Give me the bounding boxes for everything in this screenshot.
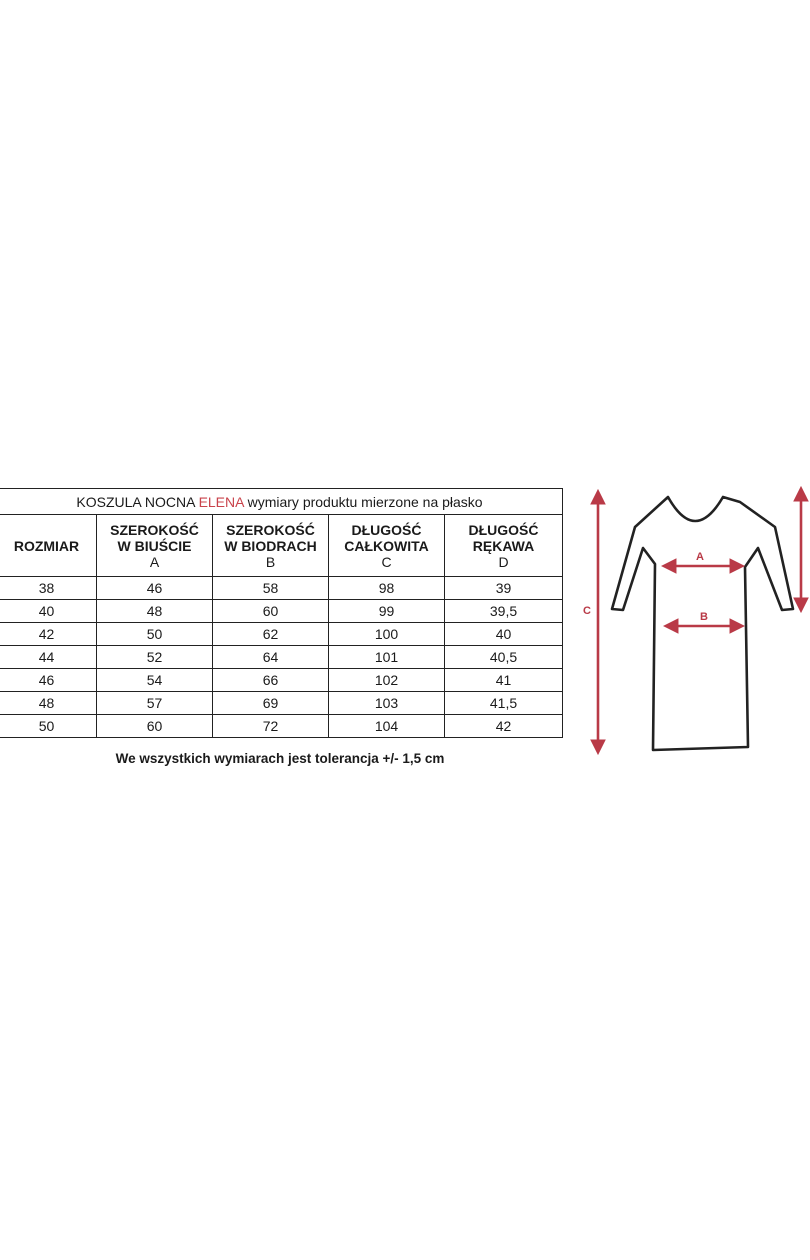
label-c: C — [583, 605, 591, 617]
cell-bust: 57 — [97, 692, 213, 715]
table-row — [0, 669, 563, 692]
size-table — [0, 488, 563, 738]
cell-sleeve: 40 — [445, 623, 563, 646]
tolerance-note: We wszystkich wymiarach jest tolerancja +/- 1,5 cm — [115, 751, 445, 766]
cell-hip: 60 — [213, 600, 329, 623]
table-row — [0, 623, 563, 646]
table-title: KOSZULA NOCNA ELENA wymiary produktu mierzone na płasko — [0, 489, 563, 515]
cell-hip: 64 — [213, 646, 329, 669]
cell-length: 99 — [329, 600, 445, 623]
cell-sleeve: 41 — [445, 669, 563, 692]
brand-name: ELENA — [198, 493, 244, 510]
table-header-row — [0, 515, 563, 577]
cell-hip: 72 — [213, 715, 329, 738]
cell-length: 98 — [329, 577, 445, 600]
column-header-bust-width: SZEROKOŚĆ W BIUŚCIE A — [97, 515, 213, 577]
cell-size: 48 — [0, 692, 97, 715]
cell-size: 50 — [0, 715, 97, 738]
table-row — [0, 715, 563, 738]
cell-size: 40 — [0, 600, 97, 623]
cell-sleeve: 39,5 — [445, 600, 563, 623]
table-row — [0, 692, 563, 715]
cell-length: 102 — [329, 669, 445, 692]
cell-length: 103 — [329, 692, 445, 715]
cell-bust: 52 — [97, 646, 213, 669]
cell-bust: 46 — [97, 577, 213, 600]
cell-sleeve: 42 — [445, 715, 563, 738]
cell-length: 101 — [329, 646, 445, 669]
cell-bust: 50 — [97, 623, 213, 646]
table-row — [0, 600, 563, 623]
cell-length: 100 — [329, 623, 445, 646]
cell-length: 104 — [329, 715, 445, 738]
label-a: A — [696, 551, 704, 563]
cell-size: 38 — [0, 577, 97, 600]
column-header-total-length: DŁUGOŚĆ CAŁKOWITA C — [329, 515, 445, 577]
cell-size: 44 — [0, 646, 97, 669]
cell-hip: 62 — [213, 623, 329, 646]
nightgown-diagram — [580, 482, 810, 772]
cell-sleeve: 39 — [445, 577, 563, 600]
table-title-row — [0, 489, 563, 515]
label-b: B — [700, 611, 708, 623]
column-header-size: ROZMIAR — [0, 515, 97, 577]
cell-hip: 58 — [213, 577, 329, 600]
cell-bust: 48 — [97, 600, 213, 623]
cell-size: 46 — [0, 669, 97, 692]
table-row — [0, 577, 563, 600]
cell-sleeve: 41,5 — [445, 692, 563, 715]
column-header-hip-width: SZEROKOŚĆ W BIODRACH B — [213, 515, 329, 577]
cell-bust: 54 — [97, 669, 213, 692]
cell-hip: 69 — [213, 692, 329, 715]
cell-bust: 60 — [97, 715, 213, 738]
cell-hip: 66 — [213, 669, 329, 692]
cell-sleeve: 40,5 — [445, 646, 563, 669]
table-row — [0, 646, 563, 669]
nightgown-outline — [612, 497, 793, 750]
cell-size: 42 — [0, 623, 97, 646]
column-header-sleeve-length: DŁUGOŚĆ RĘKAWA D — [445, 515, 563, 577]
